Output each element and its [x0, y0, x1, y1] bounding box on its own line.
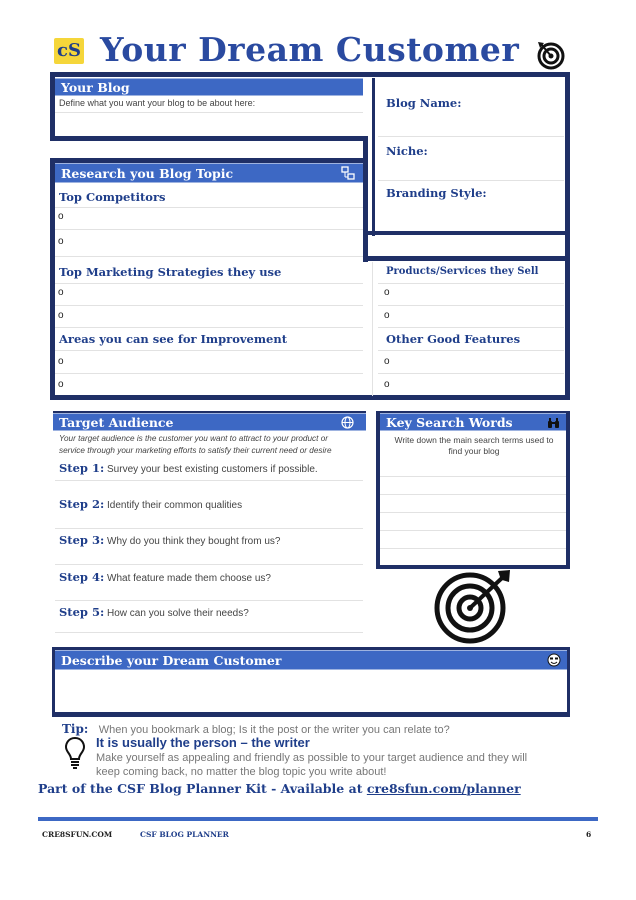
- step-5: [59, 605, 249, 619]
- blog-prompt-line: [55, 112, 363, 113]
- step-4-line: [55, 600, 363, 601]
- step-4: [59, 570, 271, 584]
- footer-title: CSF BLOG PLANNER: [140, 830, 229, 839]
- audience-description-2: service through your marketing efforts to satisfy their current need or desire: [59, 446, 332, 455]
- product-bullet-2: o: [384, 310, 390, 321]
- strategies-line-2: [55, 327, 363, 328]
- improvement-label: Areas you can see for Improvement: [59, 332, 288, 346]
- your-blog-header: [55, 78, 363, 96]
- branding-style-label: Branding Style:: [386, 186, 487, 200]
- target-audience-header: [53, 413, 366, 431]
- research-frame-right: [363, 158, 368, 262]
- research-frame-bottom: [50, 395, 570, 400]
- keyword-line-3: [380, 512, 566, 513]
- key-search-prompt-2: find your blog: [448, 446, 500, 456]
- tip-advice-2: keep coming back, no matter the blog topic you write about!: [96, 766, 387, 778]
- research-frame-far-right: [565, 258, 570, 400]
- step-2-label: Step 2:: [59, 497, 105, 511]
- footer-rule: [38, 817, 598, 821]
- keyword-line-2: [380, 494, 566, 495]
- footer-site: CRE8SFUN.COM: [42, 830, 113, 839]
- page-title: Your Dream Customer: [100, 30, 520, 69]
- target-icon: [536, 40, 566, 75]
- dream-customer-heading: Describe your Dream Customer: [61, 652, 282, 668]
- key-search-header: [380, 413, 566, 431]
- competitors-line-2: [55, 256, 363, 257]
- products-services-label: Products/Services they Sell: [386, 266, 539, 277]
- planner-link[interactable]: cre8sfun.com/planner: [366, 781, 521, 796]
- improvement-bullet-2: o: [58, 379, 64, 390]
- tip-answer: It is usually the person – the writer: [96, 735, 310, 750]
- step-2: [59, 497, 242, 511]
- research-header: [55, 163, 363, 183]
- step-2-text: Identify their common qualities: [107, 500, 243, 511]
- step-1-line: [55, 480, 363, 481]
- competitor-bullet-1: o: [58, 211, 64, 222]
- strategy-bullet-2: o: [58, 310, 64, 321]
- your-blog-heading: Your Blog: [61, 79, 130, 95]
- tip-label: Tip:: [62, 722, 89, 736]
- blog-frame-bottom: [364, 256, 570, 261]
- target-audience-heading: Target Audience: [59, 414, 174, 430]
- improvement-line-1: [55, 373, 363, 374]
- logo: cS: [54, 38, 84, 64]
- step-5-line: [55, 632, 363, 633]
- audience-description-1: Your target audience is the customer you want to attract to your product or: [59, 434, 328, 443]
- niche-label: Niche:: [386, 144, 428, 158]
- step-1: [59, 461, 318, 475]
- keyword-line-5: [380, 548, 566, 549]
- step-1-label: Step 1:: [59, 461, 105, 475]
- promo-line: [38, 781, 521, 796]
- keyword-line-4: [380, 530, 566, 531]
- key-search-heading: Key Search Words: [386, 414, 513, 430]
- product-bullet-1: o: [384, 287, 390, 298]
- step-5-text: How can you solve their needs?: [107, 608, 249, 619]
- strategies-line-0: [55, 283, 363, 284]
- improvement-line-0: [55, 350, 363, 351]
- branding-box-bottom: [368, 231, 570, 235]
- products-line-0: [378, 283, 564, 284]
- competitors-line-0: [55, 207, 363, 208]
- step-3-line: [55, 564, 363, 565]
- step-3-text: Why do you think they bought from us?: [107, 536, 281, 547]
- research-heading: Research you Blog Topic: [61, 165, 234, 181]
- step-3-label: Step 3:: [59, 533, 105, 547]
- cool-face-icon: [547, 653, 561, 670]
- feature-bullet-2: o: [384, 379, 390, 390]
- keyword-line-1: [380, 476, 566, 477]
- top-competitors-label: Top Competitors: [59, 190, 166, 204]
- tip-advice-1: Make yourself as appealing and friendly as possible to your target audience and they will: [96, 752, 528, 764]
- tip-question: When you bookmark a blog; Is it the post or the writer you can relate to?: [98, 724, 450, 736]
- globe-icon: [341, 416, 354, 432]
- key-search-prompt-1: Write down the main search terms used to: [394, 435, 554, 445]
- improvement-bullet-1: o: [58, 356, 64, 367]
- marketing-strategies-label: Top Marketing Strategies they use: [59, 265, 282, 279]
- binoculars-icon: [547, 417, 560, 432]
- blog-name-line: [378, 136, 564, 137]
- products-line-1: [378, 305, 564, 306]
- page-number: 6: [586, 830, 592, 839]
- step-1-text: Survey your best existing customers if possible.: [107, 464, 318, 475]
- features-line-1: [378, 373, 564, 374]
- other-features-label: Other Good Features: [386, 332, 521, 346]
- strategy-bullet-1: o: [58, 287, 64, 298]
- step-5-label: Step 5:: [59, 605, 105, 619]
- lightbulb-icon: [64, 736, 86, 775]
- strategies-line-1: [55, 305, 363, 306]
- competitor-bullet-2: o: [58, 236, 64, 247]
- step-4-label: Step 4:: [59, 570, 105, 584]
- step-3: [59, 533, 280, 547]
- bullseye-icon: [434, 568, 512, 649]
- step-2-line: [55, 528, 363, 529]
- right-column-divider: [372, 78, 375, 236]
- products-line-2: [378, 327, 564, 328]
- features-line-0: [378, 350, 564, 351]
- dream-customer-header: [55, 650, 567, 670]
- network-icon: [341, 166, 355, 183]
- step-4-text: What feature made them choose us?: [107, 573, 271, 584]
- feature-bullet-1: o: [384, 356, 390, 367]
- blog-frame-divider: [50, 136, 368, 158]
- research-column-divider: [372, 262, 373, 396]
- blog-name-label: Blog Name:: [386, 96, 462, 110]
- niche-line: [378, 180, 564, 181]
- competitors-line-1: [55, 229, 363, 230]
- blog-prompt: Define what you want your blog to be about here:: [59, 98, 256, 108]
- promo-text: Part of the CSF Blog Planner Kit - Available at: [38, 781, 363, 796]
